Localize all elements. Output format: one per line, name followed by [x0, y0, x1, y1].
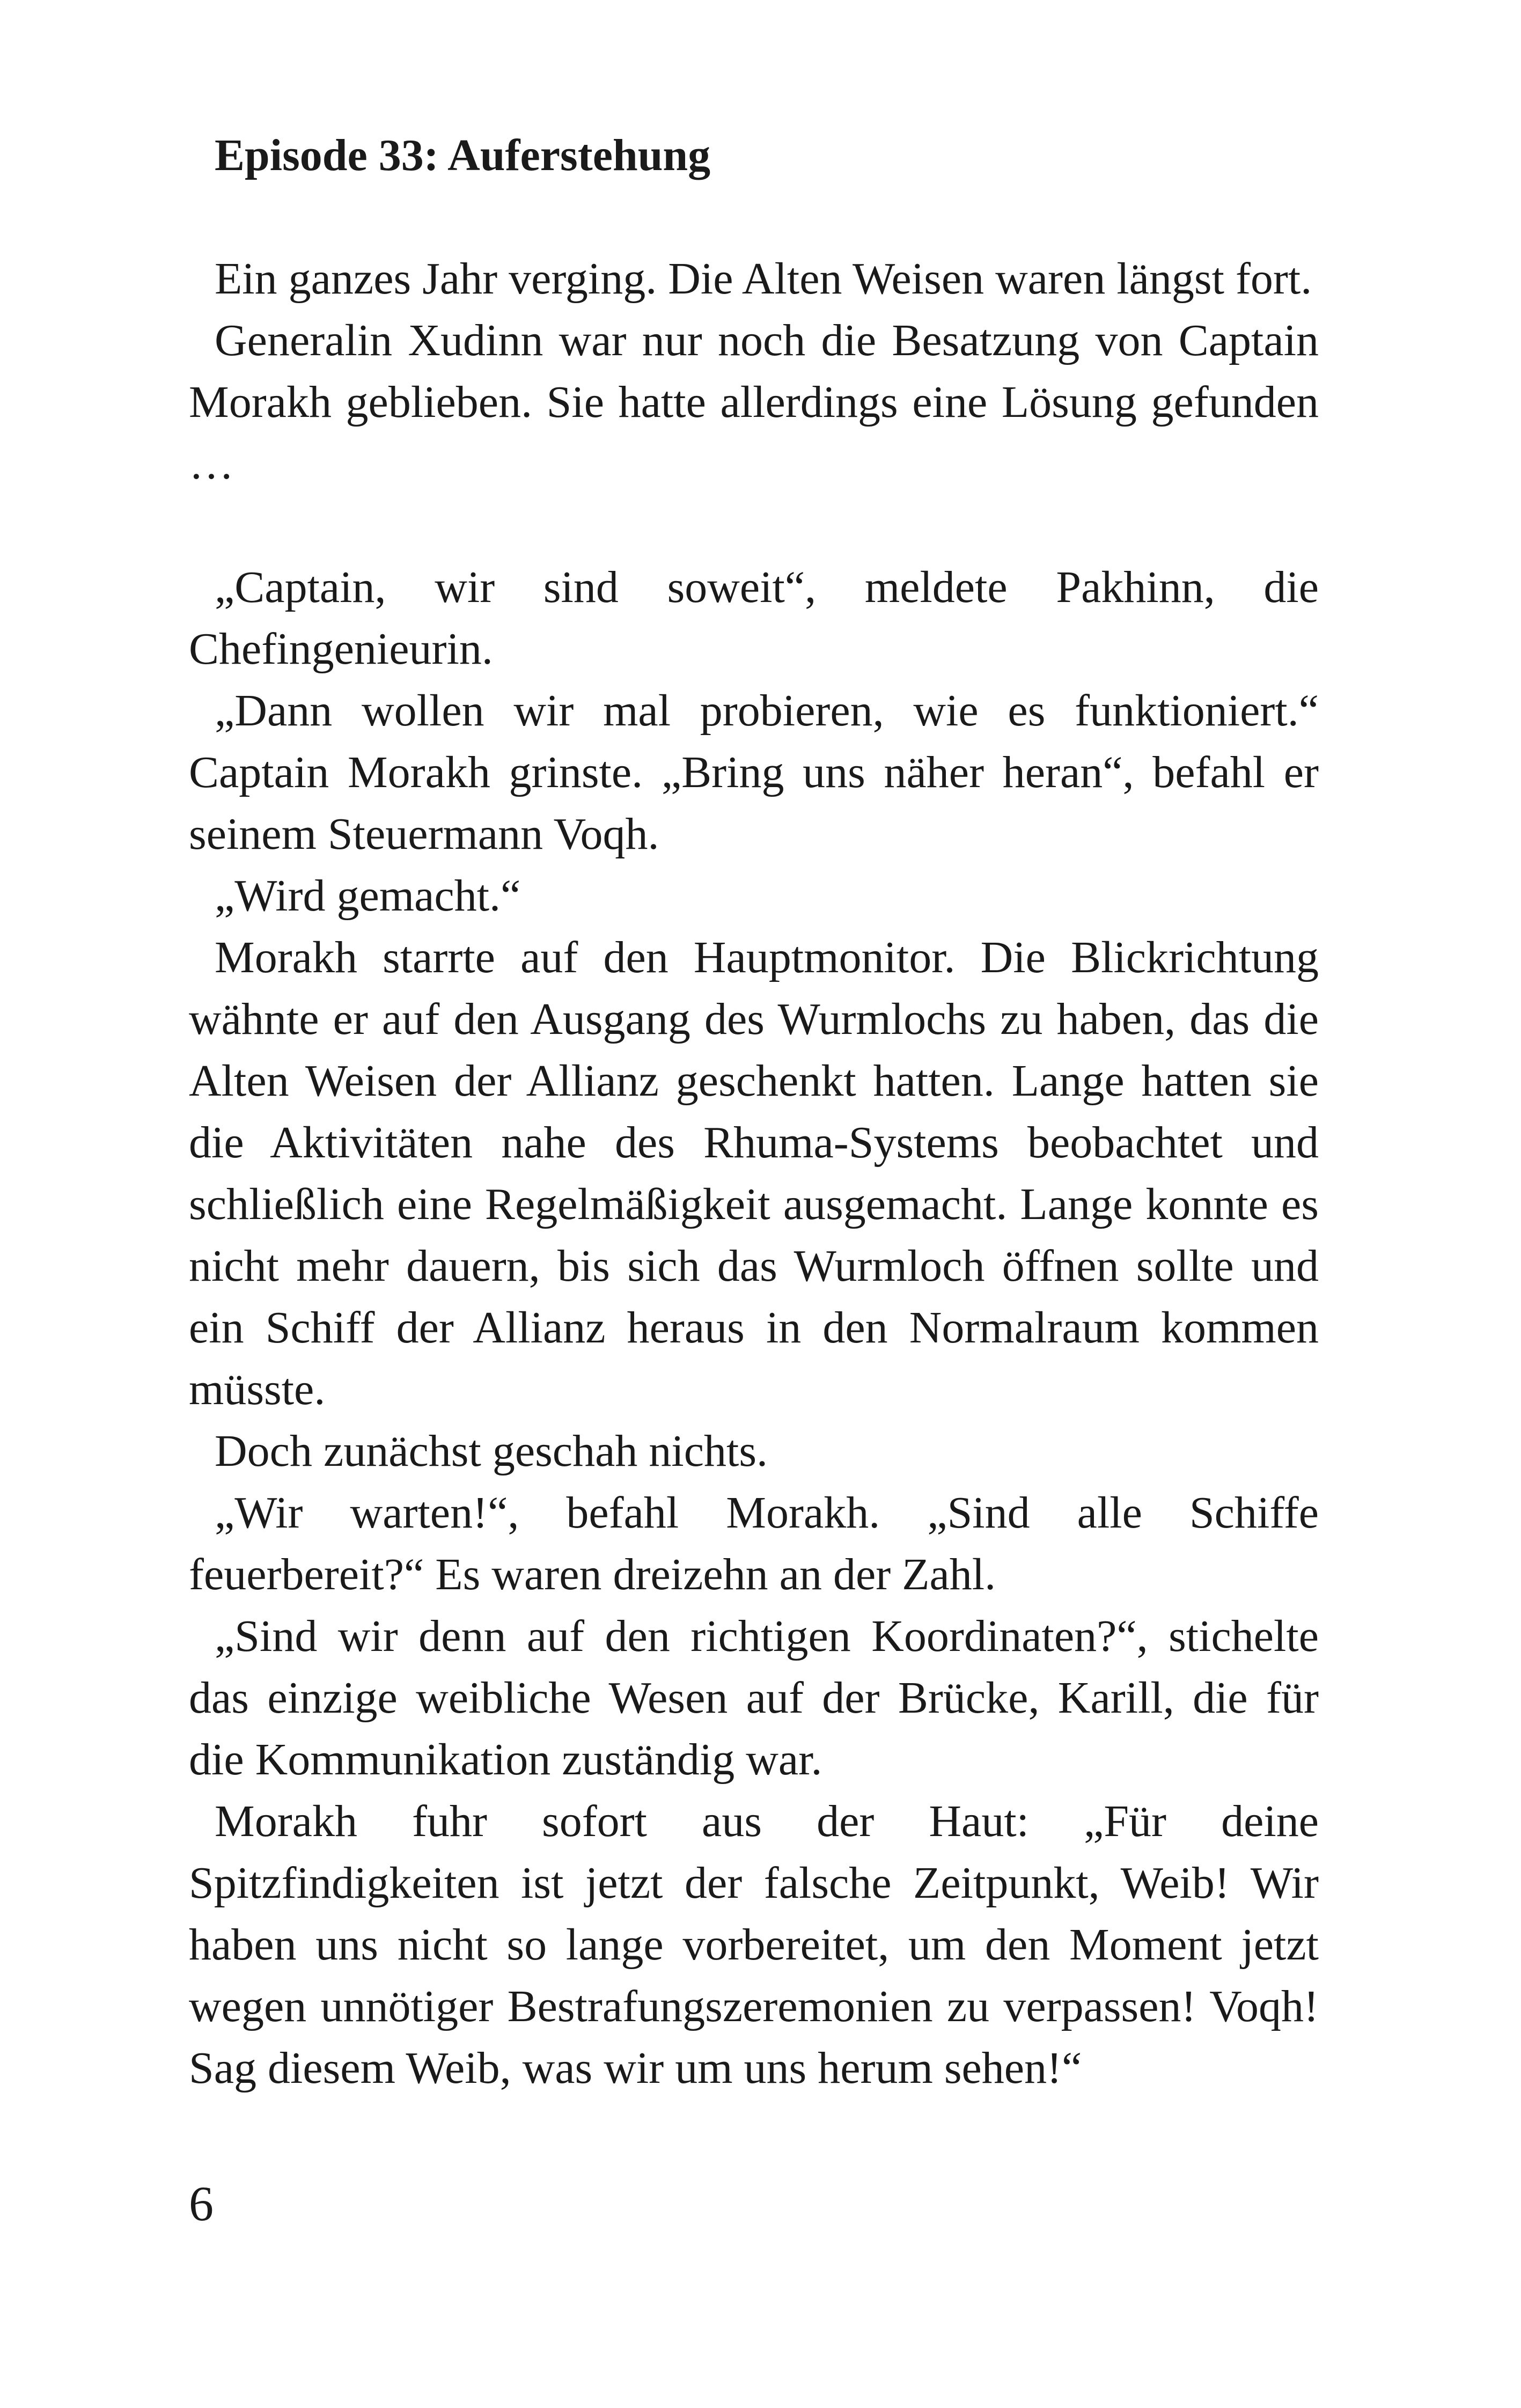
chapter-title: Episode 33: Auferstehung — [215, 130, 711, 180]
paragraph: Ein ganzes Jahr verging. Die Alten Weisen waren längst fort. — [215, 254, 1312, 304]
paragraph: Generalin Xudinn war nur noch die Besatzung von Captain Morakh geblieben. Sie hatte allerdings eine Lösung gefunden … — [189, 315, 1319, 489]
paragraph: Doch zunächst geschah nichts. — [215, 1426, 768, 1476]
blank-line — [189, 186, 1319, 248]
paragraph: „Wird gemacht.“ — [215, 871, 521, 921]
paragraph: „Captain, wir sind soweit“, meldete Pakhinn, die Chefingenieurin. — [189, 562, 1319, 674]
paragraph: „Sind wir denn auf den richtigen Koordinaten?“, stichelte das einzige weibliche Wesen auf der Brücke, Karill, die für die Kommunikation zuständig war. — [189, 1611, 1319, 1785]
page-number: 6 — [189, 2176, 214, 2231]
scene-break — [189, 495, 1319, 556]
paragraph: „Wir warten!“, befahl Morakh. „Sind alle Schiffe feuerbereit?“ Es waren dreizehn an der Zahl. — [189, 1488, 1319, 1599]
paragraph: Morakh fuhr sofort aus der Haut: „Für deine Spitzfindigkeiten ist jetzt der falsche Zeitpunkt, Weib! Wir haben uns nicht so lange vorbereitet, um den Moment jetzt wegen unnötiger Bestrafungszeremonien zu verpassen! Voqh! Sag diesem Weib, was wir um uns herum sehen!“ — [189, 1796, 1319, 2093]
paragraph: Morakh starrte auf den Hauptmonitor. Die Blickrichtung wähnte er auf den Ausgang des Wurmlochs zu haben, das die Alten Weisen der Allianz geschenkt hatten. Lange hatten sie die Aktivitäten nahe des Rhuma-Systems beobachtet und schließlich eine Regelmäßigkeit ausgemacht. Lange konnte es nicht mehr dauern, bis sich das Wurmloch öffnen sollte und ein Schiff der Allianz heraus in den Normalraum kommen müsste. — [189, 933, 1319, 1414]
paragraph: „Dann wollen wir mal probieren, wie es funktioniert.“ Captain Morakh grinste. „Bring uns näher heran“, befahl er seinem Steuermann Voqh. — [189, 686, 1319, 859]
page-body — [189, 124, 1319, 2099]
